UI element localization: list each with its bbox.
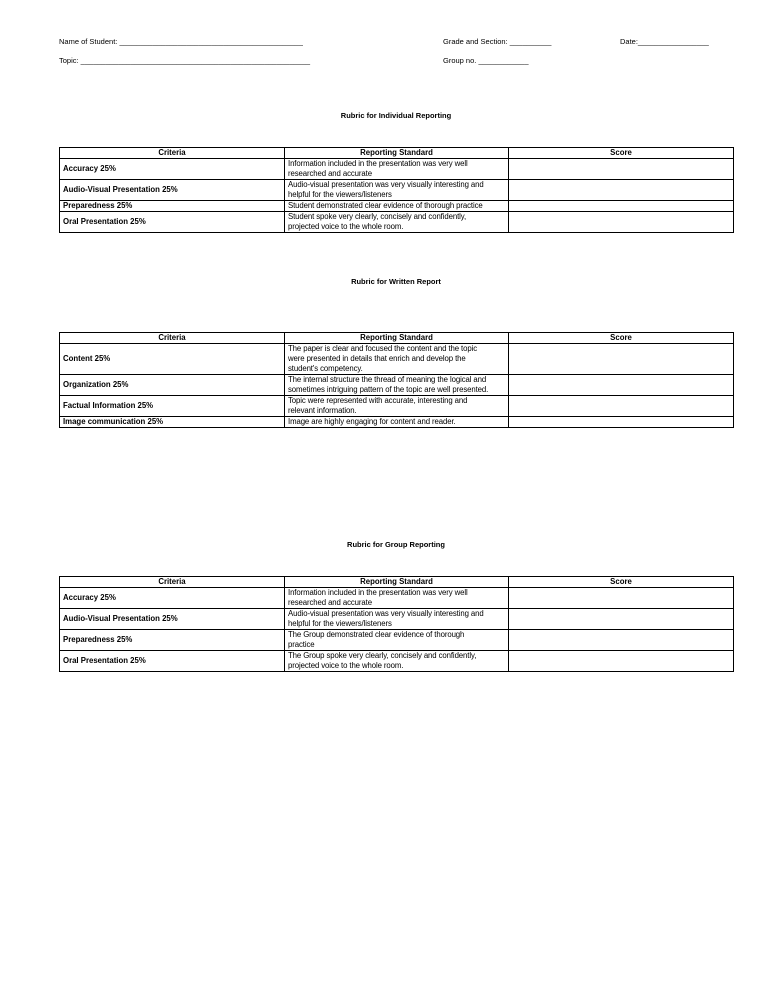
reporting-standard-cell bbox=[285, 159, 509, 180]
standard-line: The Group demonstrated clear evidence of thorough bbox=[288, 630, 465, 639]
student-name-field: Name of Student: ____________________________________________ bbox=[59, 37, 303, 46]
group-number-field: Group no. ____________ bbox=[443, 56, 529, 65]
score-cell[interactable] bbox=[509, 609, 734, 630]
standard-line: sometimes intriguing pattern of the topic are well presented. bbox=[288, 385, 489, 394]
score-cell[interactable] bbox=[509, 396, 734, 417]
written-rubric-table bbox=[59, 332, 734, 428]
table-header-row bbox=[60, 577, 734, 588]
criteria-cell: Image communication 25% bbox=[60, 417, 285, 428]
standard-line: Topic were represented with accurate, interesting and bbox=[288, 396, 468, 405]
table-header-row bbox=[60, 333, 734, 344]
score-cell[interactable] bbox=[509, 375, 734, 396]
reporting-standard-cell bbox=[285, 344, 509, 375]
criteria-cell: Organization 25% bbox=[60, 375, 285, 396]
score-header: Score bbox=[509, 333, 734, 344]
criteria-cell: Accuracy 25% bbox=[60, 588, 285, 609]
reporting-standard-header: Reporting Standard bbox=[285, 333, 509, 344]
standard-line: Student demonstrated clear evidence of thorough practice bbox=[288, 201, 483, 210]
standard-line: projected voice to the whole room. bbox=[288, 222, 404, 231]
standard-line: helpful for the viewers/listeners bbox=[288, 190, 392, 199]
standard-line: projected voice to the whole room. bbox=[288, 661, 404, 670]
table-row bbox=[60, 201, 734, 212]
table-header-row bbox=[60, 148, 734, 159]
table-row bbox=[60, 588, 734, 609]
standard-line: helpful for the viewers/listeners bbox=[288, 619, 392, 628]
reporting-standard-cell bbox=[285, 651, 509, 672]
standard-line: Information included in the presentation was very well bbox=[288, 588, 468, 597]
criteria-cell: Preparedness 25% bbox=[60, 630, 285, 651]
standard-line: Student spoke very clearly, concisely and confidently, bbox=[288, 212, 467, 221]
score-cell[interactable] bbox=[509, 201, 734, 212]
criteria-cell: Accuracy 25% bbox=[60, 159, 285, 180]
score-cell[interactable] bbox=[509, 344, 734, 375]
reporting-standard-cell bbox=[285, 417, 509, 428]
standard-line: Audio-visual presentation was very visually interesting and bbox=[288, 180, 484, 189]
reporting-standard-cell bbox=[285, 212, 509, 233]
group-rubric-title: Rubric for Group Reporting bbox=[347, 540, 445, 549]
reporting-standard-cell bbox=[285, 201, 509, 212]
criteria-cell: Content 25% bbox=[60, 344, 285, 375]
standard-line: relevant information. bbox=[288, 406, 357, 415]
score-cell[interactable] bbox=[509, 212, 734, 233]
table-row bbox=[60, 609, 734, 630]
table-row bbox=[60, 651, 734, 672]
written-rubric-title: Rubric for Written Report bbox=[351, 277, 441, 286]
criteria-cell: Factual Information 25% bbox=[60, 396, 285, 417]
table-row bbox=[60, 180, 734, 201]
table-row bbox=[60, 630, 734, 651]
criteria-header: Criteria bbox=[60, 333, 285, 344]
table-row bbox=[60, 212, 734, 233]
criteria-cell: Oral Presentation 25% bbox=[60, 651, 285, 672]
criteria-cell: Audio-Visual Presentation 25% bbox=[60, 180, 285, 201]
standard-line: The Group spoke very clearly, concisely and confidently, bbox=[288, 651, 477, 660]
standard-line: practice bbox=[288, 640, 315, 649]
criteria-cell: Audio-Visual Presentation 25% bbox=[60, 609, 285, 630]
standard-line: The internal structure the thread of meaning the logical and bbox=[288, 375, 487, 384]
table-row bbox=[60, 417, 734, 428]
score-cell[interactable] bbox=[509, 417, 734, 428]
score-cell[interactable] bbox=[509, 651, 734, 672]
reporting-standard-cell bbox=[285, 588, 509, 609]
standard-line: researched and accurate bbox=[288, 169, 372, 178]
grade-section-field: Grade and Section: __________ bbox=[443, 37, 552, 46]
table-row bbox=[60, 375, 734, 396]
score-cell[interactable] bbox=[509, 159, 734, 180]
criteria-cell: Preparedness 25% bbox=[60, 201, 285, 212]
standard-line: Audio-visual presentation was very visually interesting and bbox=[288, 609, 484, 618]
reporting-standard-cell bbox=[285, 375, 509, 396]
standard-line: student's competency. bbox=[288, 364, 363, 373]
score-header: Score bbox=[509, 577, 734, 588]
score-cell[interactable] bbox=[509, 180, 734, 201]
reporting-standard-header: Reporting Standard bbox=[285, 577, 509, 588]
standard-line: researched and accurate bbox=[288, 598, 372, 607]
table-row bbox=[60, 396, 734, 417]
reporting-standard-cell bbox=[285, 609, 509, 630]
date-field: Date:_________________ bbox=[620, 37, 709, 46]
standard-line: Information included in the presentation was very well bbox=[288, 159, 468, 168]
standard-line: Image are highly engaging for content and reader. bbox=[288, 417, 456, 426]
standard-line: The paper is clear and focused the content and the topic bbox=[288, 344, 478, 353]
table-row bbox=[60, 159, 734, 180]
table-row bbox=[60, 344, 734, 375]
individual-rubric-title: Rubric for Individual Reporting bbox=[340, 111, 452, 120]
criteria-cell: Oral Presentation 25% bbox=[60, 212, 285, 233]
standard-line: were presented in details that enrich and develop the bbox=[288, 354, 466, 363]
score-cell[interactable] bbox=[509, 630, 734, 651]
topic-field: Topic: _______________________________________________________ bbox=[59, 56, 311, 65]
reporting-standard-cell bbox=[285, 180, 509, 201]
score-header: Score bbox=[509, 148, 734, 159]
reporting-standard-header: Reporting Standard bbox=[285, 148, 509, 159]
group-rubric-table bbox=[59, 576, 734, 672]
criteria-header: Criteria bbox=[60, 577, 285, 588]
reporting-standard-cell bbox=[285, 396, 509, 417]
reporting-standard-cell bbox=[285, 630, 509, 651]
score-cell[interactable] bbox=[509, 588, 734, 609]
criteria-header: Criteria bbox=[60, 148, 285, 159]
individual-rubric-table bbox=[59, 147, 734, 233]
